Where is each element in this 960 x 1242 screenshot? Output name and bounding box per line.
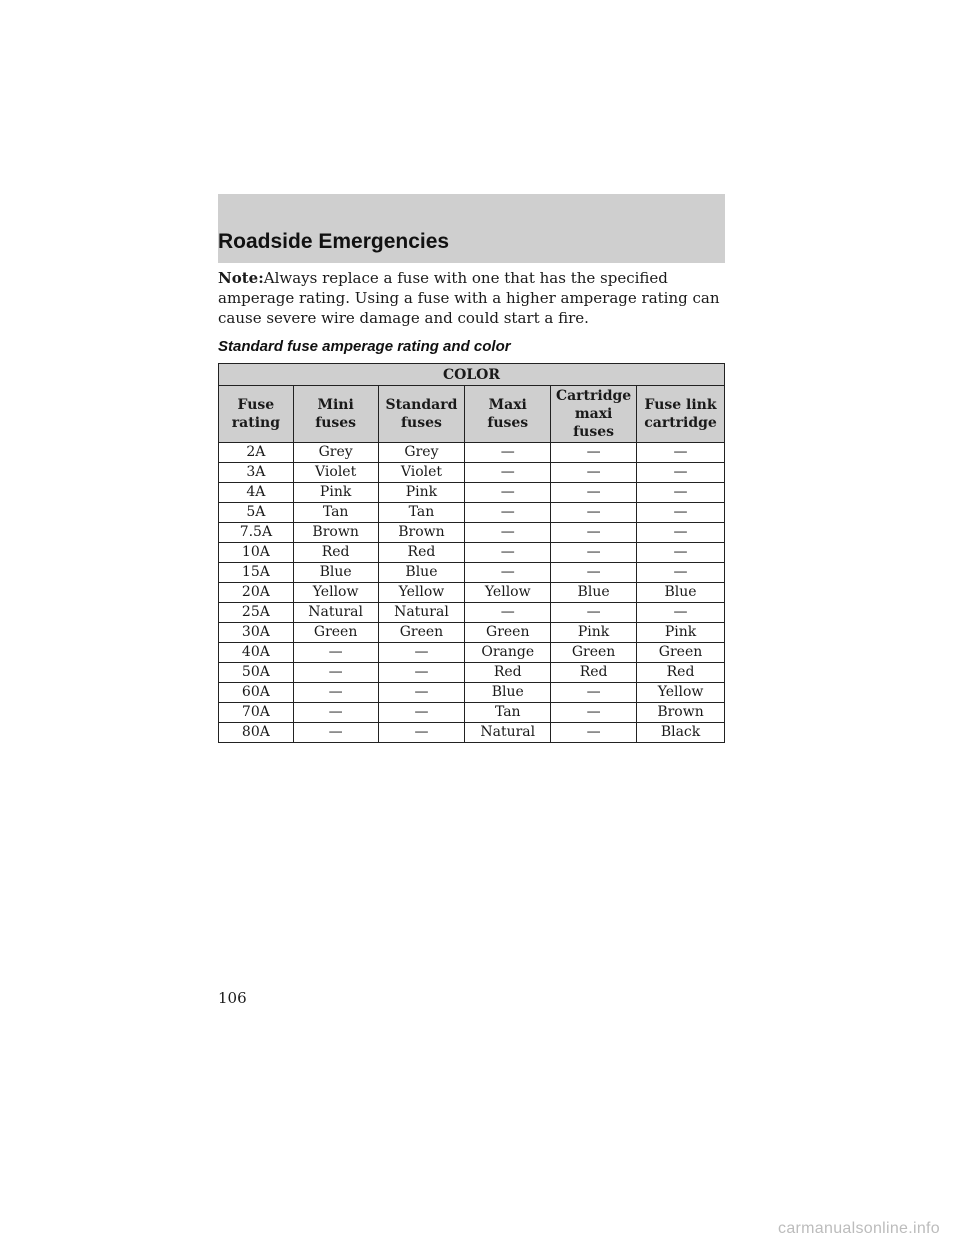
- fuse-color-cell: Yellow: [293, 583, 378, 603]
- table-row: [219, 543, 725, 563]
- fuse-color-cell: Tan: [293, 503, 378, 523]
- fuse-color-cell: —: [637, 483, 725, 503]
- fuse-color-cell: —: [465, 503, 551, 523]
- watermark: carmanualsonline.info: [778, 1220, 940, 1237]
- page-number: 106: [218, 989, 247, 1007]
- fuse-color-cell: Yellow: [465, 583, 551, 603]
- column-header: [293, 386, 378, 443]
- fuse-color-cell: —: [293, 643, 378, 663]
- fuse-color-cell: Blue: [637, 583, 725, 603]
- fuse-color-cell: —: [551, 543, 637, 563]
- fuse-color-cell: Blue: [378, 563, 465, 583]
- fuse-color-cell: —: [293, 683, 378, 703]
- table-row: [219, 523, 725, 543]
- column-header-line: fuses: [487, 415, 529, 431]
- fuse-color-cell: Green: [551, 643, 637, 663]
- fuse-color-cell: —: [465, 603, 551, 623]
- fuse-color-cell: —: [293, 663, 378, 683]
- fuse-color-cell: Tan: [378, 503, 465, 523]
- fuse-color-cell: —: [293, 703, 378, 723]
- column-header-line: Standard: [385, 397, 458, 413]
- fuse-color-cell: —: [465, 483, 551, 503]
- fuse-color-cell: Yellow: [637, 683, 725, 703]
- fuse-color-cell: —: [551, 503, 637, 523]
- table-row: [219, 703, 725, 723]
- fuse-color-cell: Brown: [378, 523, 465, 543]
- table-caption: Standard fuse amperage rating and color: [218, 338, 511, 355]
- table-row: [219, 463, 725, 483]
- fuse-color-cell: Blue: [465, 683, 551, 703]
- column-header: [551, 386, 637, 443]
- fuse-rating-cell: 10A: [219, 543, 294, 563]
- fuse-color-cell: Green: [378, 623, 465, 643]
- fuse-color-cell: —: [378, 663, 465, 683]
- note-label: Note:: [218, 269, 264, 287]
- fuse-rating-cell: 60A: [219, 683, 294, 703]
- column-header-line: fuses: [315, 415, 357, 431]
- fuse-color-cell: —: [378, 643, 465, 663]
- fuse-color-cell: Pink: [551, 623, 637, 643]
- fuse-color-cell: Natural: [293, 603, 378, 623]
- fuse-color-cell: Pink: [293, 483, 378, 503]
- fuse-color-cell: Brown: [637, 703, 725, 723]
- fuse-color-cell: Blue: [293, 563, 378, 583]
- column-header: [378, 386, 465, 443]
- fuse-color-cell: —: [465, 563, 551, 583]
- fuse-color-cell: Pink: [637, 623, 725, 643]
- fuse-color-cell: —: [637, 523, 725, 543]
- table-row: [219, 623, 725, 643]
- fuse-color-cell: —: [637, 563, 725, 583]
- fuse-color-cell: —: [551, 683, 637, 703]
- fuse-color-cell: Brown: [293, 523, 378, 543]
- fuse-color-cell: —: [378, 703, 465, 723]
- column-header: [465, 386, 551, 443]
- table-group-header-row: [219, 364, 725, 386]
- fuse-color-cell: —: [465, 443, 551, 463]
- note-paragraph: [218, 268, 728, 328]
- fuse-rating-cell: 70A: [219, 703, 294, 723]
- fuse-color-cell: —: [551, 463, 637, 483]
- column-header-line: maxi: [574, 406, 613, 422]
- fuse-color-cell: Red: [293, 543, 378, 563]
- fuse-color-cell: Pink: [378, 483, 465, 503]
- fuse-color-cell: —: [465, 543, 551, 563]
- fuse-color-cell: —: [637, 543, 725, 563]
- table-row: [219, 503, 725, 523]
- fuse-color-cell: —: [465, 463, 551, 483]
- fuse-color-cell: Red: [378, 543, 465, 563]
- column-header-line: fuses: [401, 415, 442, 431]
- table-column-header-row: [219, 386, 725, 443]
- fuse-color-cell: Green: [293, 623, 378, 643]
- table-row: [219, 603, 725, 623]
- fuse-color-cell: Black: [637, 723, 725, 743]
- fuse-color-cell: Grey: [378, 443, 465, 463]
- fuse-color-cell: Blue: [551, 583, 637, 603]
- table-row: [219, 663, 725, 683]
- fuse-color-cell: —: [551, 603, 637, 623]
- fuse-color-cell: —: [551, 483, 637, 503]
- table-body: [219, 443, 725, 743]
- fuse-rating-cell: 40A: [219, 643, 294, 663]
- table-row: [219, 563, 725, 583]
- column-header: [637, 386, 725, 443]
- fuse-color-cell: —: [551, 703, 637, 723]
- fuse-rating-cell: 50A: [219, 663, 294, 683]
- fuse-color-table: [218, 363, 725, 743]
- fuse-color-cell: Grey: [293, 443, 378, 463]
- fuse-color-cell: Green: [465, 623, 551, 643]
- fuse-rating-cell: 7.5A: [219, 523, 294, 543]
- column-header-line: rating: [231, 415, 280, 431]
- fuse-color-cell: —: [293, 723, 378, 743]
- column-header-line: Fuse: [237, 397, 275, 413]
- column-header-line: cartridge: [644, 415, 717, 431]
- fuse-color-cell: —: [637, 503, 725, 523]
- fuse-rating-cell: 15A: [219, 563, 294, 583]
- fuse-color-cell: —: [551, 443, 637, 463]
- fuse-color-cell: —: [637, 443, 725, 463]
- fuse-color-cell: —: [551, 723, 637, 743]
- fuse-color-cell: Red: [637, 663, 725, 683]
- column-header-line: Fuse link: [644, 397, 717, 413]
- fuse-rating-cell: 3A: [219, 463, 294, 483]
- fuse-color-cell: Green: [637, 643, 725, 663]
- fuse-color-cell: Violet: [293, 463, 378, 483]
- fuse-color-cell: Yellow: [378, 583, 465, 603]
- color-group-header: COLOR: [219, 364, 725, 386]
- section-title: Roadside Emergencies: [218, 230, 450, 253]
- fuse-rating-cell: 4A: [219, 483, 294, 503]
- fuse-rating-cell: 2A: [219, 443, 294, 463]
- fuse-color-cell: —: [551, 523, 637, 543]
- fuse-color-cell: Orange: [465, 643, 551, 663]
- note-text: Always replace a fuse with one that has the specified amperage rating. Using a fuse with a higher amperage rating can cause severe wire damage and could start a fire.: [218, 269, 720, 327]
- fuse-color-cell: —: [465, 523, 551, 543]
- fuse-color-cell: —: [551, 563, 637, 583]
- fuse-color-cell: —: [378, 723, 465, 743]
- fuse-color-cell: —: [378, 683, 465, 703]
- column-header: [219, 386, 294, 443]
- fuse-rating-cell: 80A: [219, 723, 294, 743]
- fuse-color-cell: —: [637, 463, 725, 483]
- fuse-color-cell: Red: [551, 663, 637, 683]
- section-header-band: [218, 194, 725, 263]
- fuse-rating-cell: 25A: [219, 603, 294, 623]
- column-header-line: Mini: [317, 397, 354, 413]
- column-header-line: Cartridge: [555, 388, 632, 404]
- table-row: [219, 643, 725, 663]
- fuse-color-cell: Tan: [465, 703, 551, 723]
- table-row: [219, 683, 725, 703]
- fuse-color-cell: Natural: [378, 603, 465, 623]
- table-row: [219, 583, 725, 603]
- table-row: [219, 723, 725, 743]
- fuse-color-cell: Violet: [378, 463, 465, 483]
- fuse-rating-cell: 5A: [219, 503, 294, 523]
- fuse-color-cell: Natural: [465, 723, 551, 743]
- fuse-rating-cell: 30A: [219, 623, 294, 643]
- fuse-color-cell: Red: [465, 663, 551, 683]
- column-header-line: fuses: [573, 424, 615, 440]
- column-header-line: Maxi: [488, 397, 527, 413]
- fuse-rating-cell: 20A: [219, 583, 294, 603]
- table-row: [219, 443, 725, 463]
- fuse-color-cell: —: [637, 603, 725, 623]
- table-row: [219, 483, 725, 503]
